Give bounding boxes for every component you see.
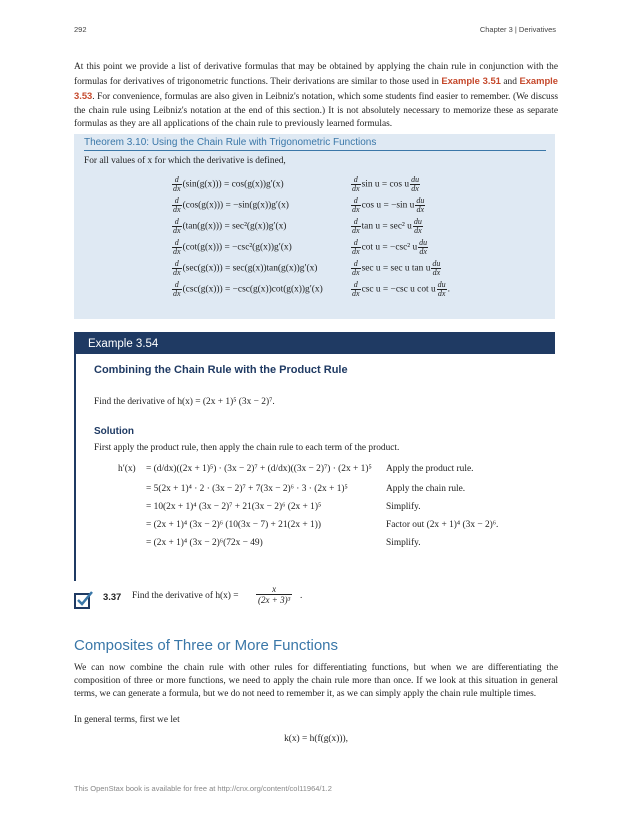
intro-text-2: . For convenience, formulas are also given in Leibniz's notation, which some students find easier to remember. (We discuss the chain rule using Leibniz's notation at the end of this section.) It is not absolutely necessary to memorize these as separate formulas as they are all applications of the chain rule to previously learned formulas. xyxy=(74,92,558,129)
theorem-lead: For all values of x for which the derivative is defined, xyxy=(84,156,286,166)
intro-paragraph xyxy=(74,61,558,131)
formula-left-cos: $\frac{d}{dx}$ (cos(g(x))) = −sin(g(x))g′(x) xyxy=(173,196,289,214)
theorem-right-column xyxy=(350,176,450,302)
exercise-period: . xyxy=(300,591,303,601)
exercise-text: Find the derivative of h(x) = xyxy=(132,591,239,601)
step-note: Apply the chain rule. xyxy=(386,484,466,494)
step-expr: = (2x + 1)⁴ (3x − 2)⁶(72x − 49) xyxy=(146,538,263,548)
solution-lead: First apply the product rule, then apply the chain rule to each term of the product. xyxy=(94,443,400,453)
section-formula: k(x) = h(f(g(x))), xyxy=(284,734,348,744)
fraction-denominator: (2x + 3)³ xyxy=(258,595,291,605)
step-expr: = (2x + 1)⁴ (3x − 2)⁶ (10(3x − 7) + 21(2x + 1)) xyxy=(146,520,321,530)
formula-left-sin: $\frac{d}{dx}$ (sin(g(x))) = cos(g(x))g′(x) xyxy=(173,175,284,193)
step-note: Simplify. xyxy=(386,502,421,512)
example-left-rule xyxy=(74,354,76,581)
formula-right-cos: $\frac{d}{dx}$ cos u = −sin u $\frac{du}{dx}$ xyxy=(352,196,425,214)
section-paragraph: We can now combine the chain rule with other rules for differentiating functions, but when we are differentiating the composition of three or more functions, we need to apply the chain rule more than once. If we look at this situation in general terms, we can generate a formula, but we do not need to remember it, as we can simply apply the chain rule multiple times. xyxy=(74,663,558,700)
step-expr: = (d/dx)((2x + 1)⁵) · (3x − 2)⁷ + (d/dx)((3x − 2)⁷) · (2x + 1)⁵ xyxy=(146,464,372,474)
theorem-left-column xyxy=(171,176,323,302)
formula-right-csc: $\frac{d}{dx}$ csc u = −csc u cot u $\frac{du}{dx}$ . xyxy=(352,280,451,298)
footer-text: This OpenStax book is available for free at http://cnx.org/content/col11964/1.2 xyxy=(74,784,332,793)
formula-left-sec: $\frac{d}{dx}$ (sec(g(x))) = sec(g(x))tan(g(x))g′(x) xyxy=(173,259,318,277)
formula-left-tan: $\frac{d}{dx}$ (tan(g(x))) = sec²(g(x))g′(x) xyxy=(173,217,287,235)
formula-left-csc: $\frac{d}{dx}$ (csc(g(x))) = −csc(g(x))cot(g(x))g′(x) xyxy=(173,280,323,298)
example-problem: Find the derivative of h(x) = (2x + 1)⁵ (3x − 2)⁷. xyxy=(94,397,275,407)
formula-left-cot: $\frac{d}{dx}$ (cot(g(x))) = −csc²(g(x))g′(x) xyxy=(173,238,292,256)
section-title: Composites of Three or More Functions xyxy=(74,637,339,654)
solution-label: Solution xyxy=(94,426,134,437)
fraction-numerator: x xyxy=(256,584,292,595)
formula-right-sec: $\frac{d}{dx}$ sec u = sec u tan u $\frac{du}{dx}$ xyxy=(352,259,441,277)
formula-right-sin: $\frac{d}{dx}$ sin u = cos u $\frac{du}{dx}$ xyxy=(352,175,420,193)
page-number: 292 xyxy=(74,25,87,34)
section-lead: In general terms, first we let xyxy=(74,715,180,725)
formula-right-cot: $\frac{d}{dx}$ cot u = −csc² u $\frac{du}{dx}$ xyxy=(352,238,428,256)
step-note: Apply the product rule. xyxy=(386,464,474,474)
formula-right-tan: $\frac{d}{dx}$ tan u = sec² u $\frac{du}{dx}$ xyxy=(352,217,422,235)
step-expr: = 5(2x + 1)⁴ · 2 · (3x − 2)⁷ + 7(3x − 2)⁶ · 3 · (2x + 1)⁵ xyxy=(146,484,348,494)
example-label: Example 3.54 xyxy=(88,338,159,350)
example-3-53-link[interactable]: Example 3.53 xyxy=(74,75,558,102)
theorem-title: Theorem 3.10: Using the Chain Rule with Trigonometric Functions xyxy=(84,137,546,151)
example-3-51-link[interactable]: Example 3.51 xyxy=(441,75,501,87)
example-title: Combining the Chain Rule with the Product Rule xyxy=(94,364,348,376)
intro-and: and xyxy=(500,77,520,88)
intro-text-1: At this point we provide a list of derivative formulas that may be obtained by applying the chain rule in conjunction with the formulas for derivatives of trigonometric functions. Their derivations are similar to those used in xyxy=(74,62,558,88)
step-note: Factor out (2x + 1)⁴ (3x − 2)⁶. xyxy=(386,520,499,530)
exercise-fraction xyxy=(256,584,292,605)
chapter-header: Chapter 3 | Derivatives xyxy=(479,25,556,34)
step-note: Simplify. xyxy=(386,538,421,548)
step-lhs: h′(x) xyxy=(118,464,136,474)
checkpoint-icon xyxy=(74,590,94,610)
exercise-number: 3.37 xyxy=(103,591,122,602)
step-expr: = 10(2x + 1)⁴ (3x − 2)⁷ + 21(3x − 2)⁶ (2x + 1)⁵ xyxy=(146,502,322,512)
